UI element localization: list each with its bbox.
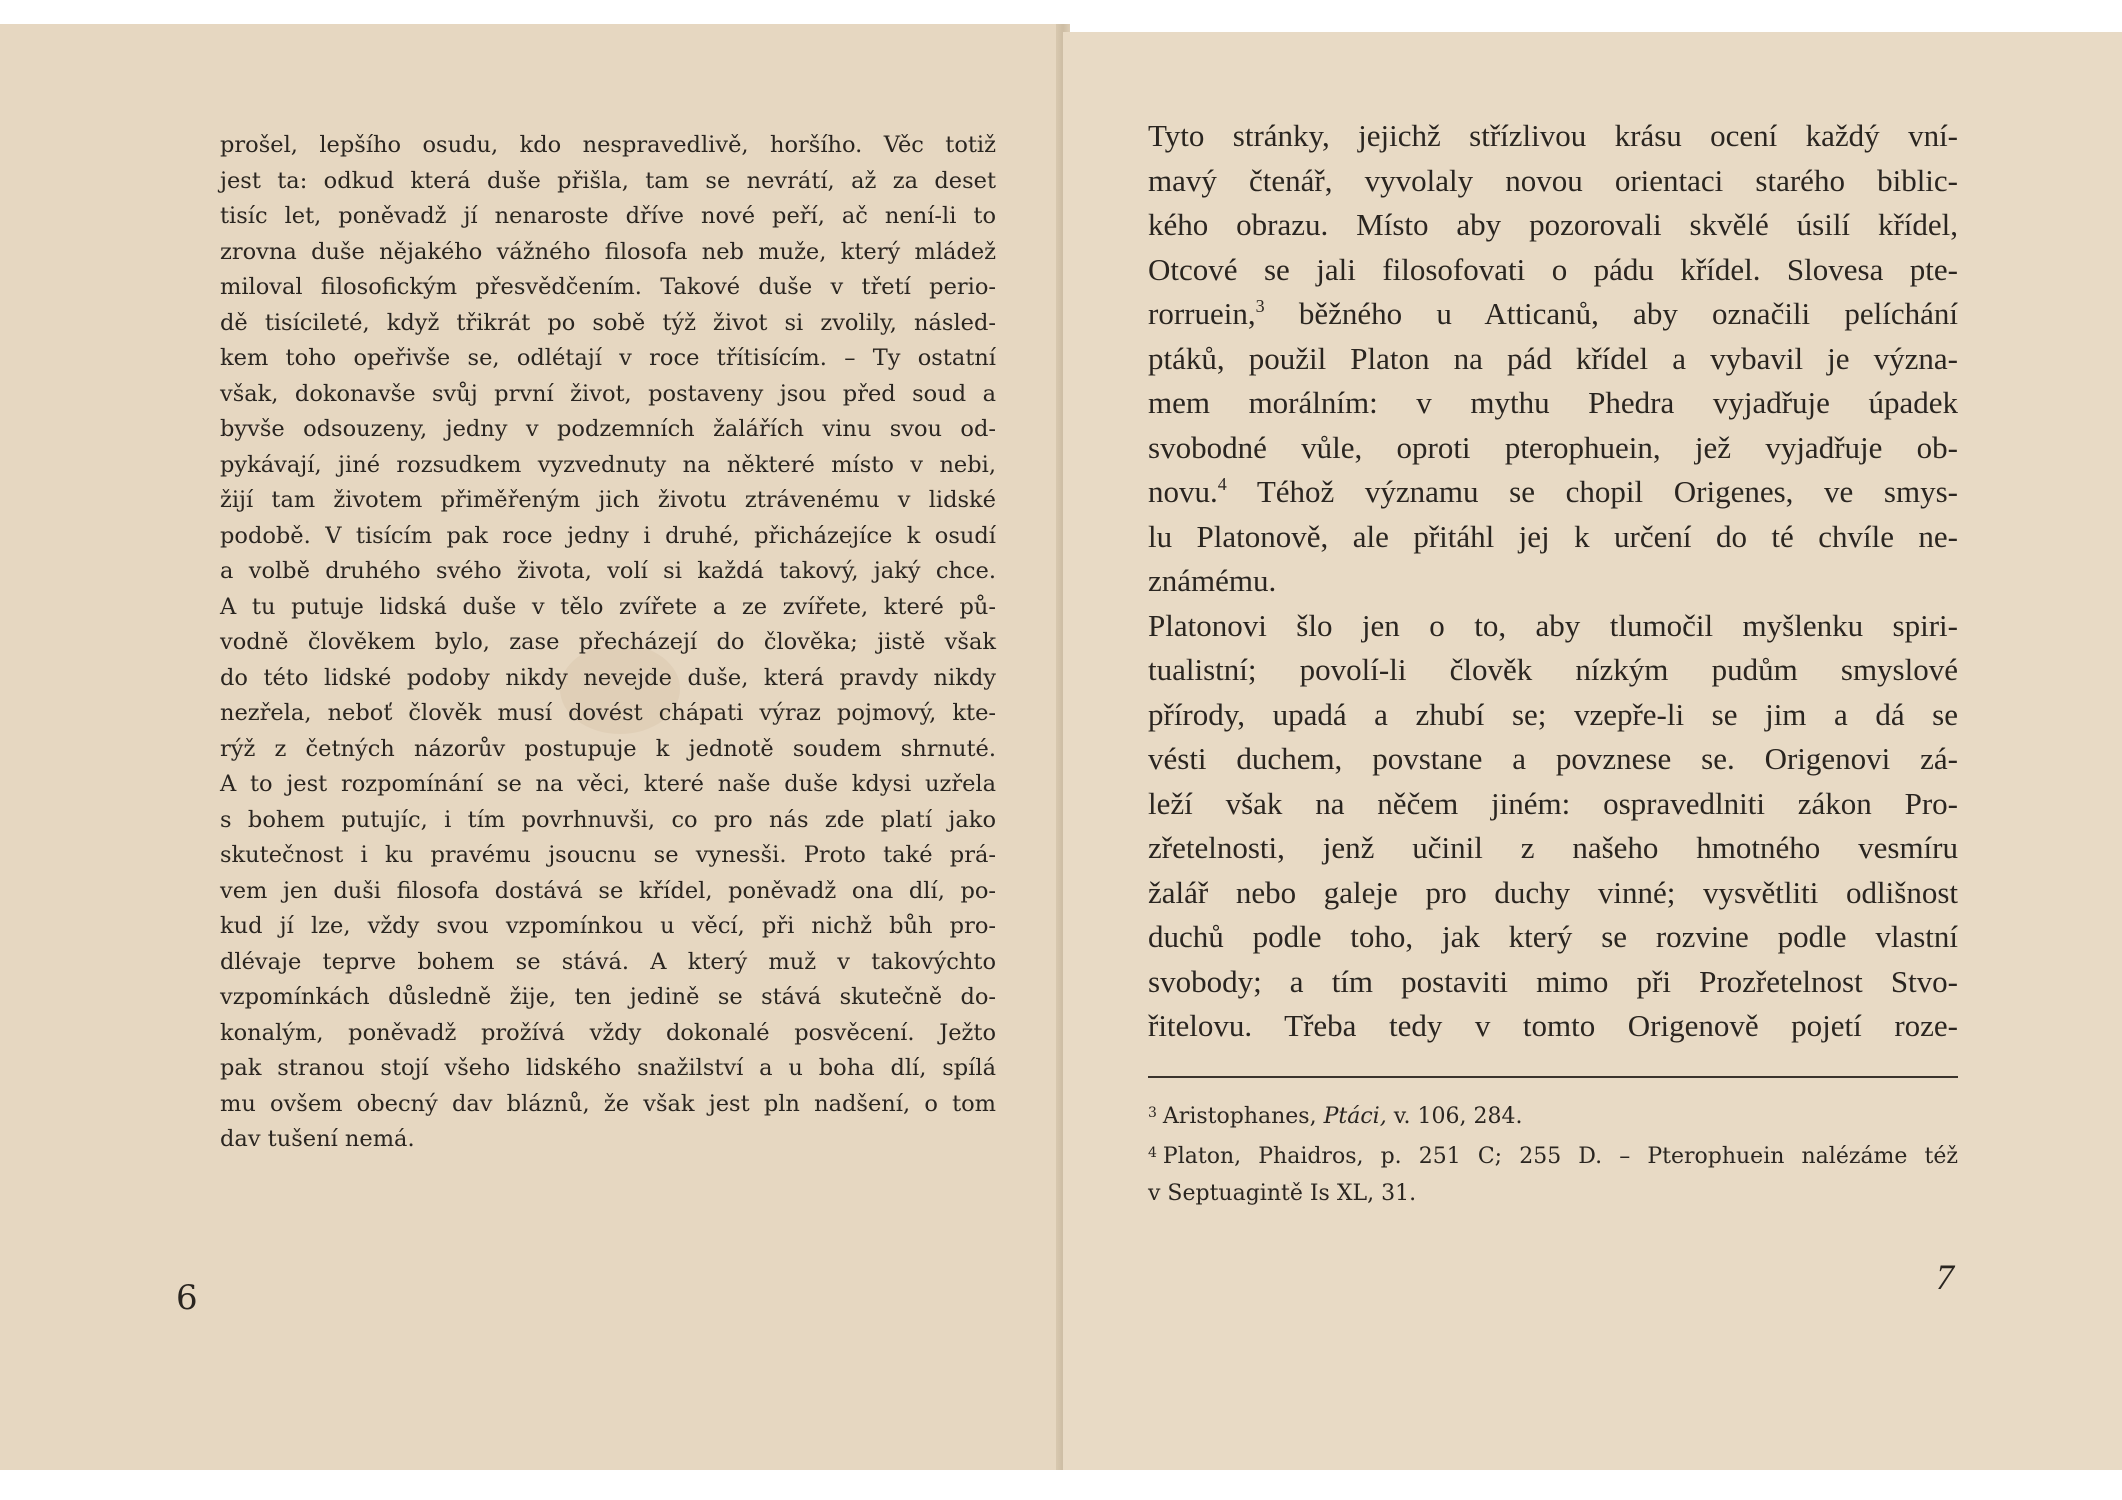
left-page-body [220,128,996,1158]
footnote-4 [1148,1135,1958,1175]
right-page [1063,32,2122,1470]
text-line: prošel, lepšího osudu, kdo nespravedlivě, horšího. Věc totiž [220,132,996,158]
text-line: dě tisícileté, když třikrát po sobě týž život si zvolily, násled- [220,309,996,336]
text-line-with-note [1148,292,1958,337]
text-line: dlévaje teprve bohem se stává. A který muž v takovýchto [220,948,996,975]
text-line: řitelovu. Třeba tedy v tomto Origenově pojetí roze- [1148,1008,1958,1043]
right-page-body [1148,114,1958,1049]
text-line: miloval filosofickým přesvědčením. Takové duše v třetí perio- [220,274,996,300]
left-page [0,24,1062,1470]
page-number: 7 [1936,1257,1954,1297]
text-line: A tu putuje lidská duše v tělo zvířete a ze zvířete, které pů- [220,593,996,620]
footnotes [1148,1095,1958,1212]
footnote-text: Aristophanes, [1162,1104,1324,1129]
page-number: 6 [176,1278,198,1318]
footnote-text: v. 106, 284. [1386,1104,1523,1129]
text-line: však, dokonavše svůj první život, postaveny jsou před soud a [220,380,996,407]
text-line: pykávají, jiné rozsudkem vyzvednuty na některé místo v nebi, [220,451,996,478]
text-line-with-note [1148,470,1958,515]
text-line: rýž z četných názorův postupuje k jednotě soudem shrnuté. [220,735,996,762]
text-line: vésti duchem, povstane a povznese se. Origenovi zá- [1148,741,1958,776]
text-line: vodně člověkem bylo, zase přecházejí do člověka; jistě však [220,629,996,655]
text-line: skutečnost i ku pravému jsoucnu se vynesši. Proto také prá- [220,842,996,868]
footnote-divider [1148,1076,1958,1078]
text-line: konalým, poněvadž prožívá vždy dokonalé posvěcení. Ježto [220,1019,996,1046]
text-line: tisíc let, poněvadž jí nenaroste dříve nové peří, ač není-li to [220,203,996,229]
text-line: s bohem putujíc, i tím povrhnuvši, co pro nás zde platí jako [220,806,996,833]
footnote-mark: 3 [1148,1105,1157,1121]
text-fragment: běžného u Atticanů, aby označili pelíchání [1298,296,1959,331]
text-line: zrovna duše nějakého vážného filosofa neb muže, který mládež [220,238,996,265]
text-line: známému. [1148,563,1277,598]
text-fragment: rorruein, [1148,296,1256,331]
text-line: dav tušení nemá. [220,1126,415,1152]
text-line: přírody, upadá a zhubí se; vzepře-li se jim a dá se [1148,696,1958,732]
footnote-3 [1148,1095,1958,1135]
text-line: kého obrazu. Místo aby pozorovali skvělé úsilí křídel, [1148,207,1958,242]
text-line: svobodné vůle, oproti pterophuein, jež vyjadřuje ob- [1148,429,1958,465]
text-line: a volbě druhého svého života, volí si každá takový, jaký chce. [220,558,996,584]
footnote-reference: 3 [1255,296,1265,316]
footnote-title: Ptáci, [1323,1104,1387,1129]
text-line: mavý čtenář, vyvolaly novou orientaci starého biblic- [1148,162,1958,198]
text-line: zřetelnosti, jenž učinil z našeho hmotného vesmíru [1148,830,1958,865]
text-line: vzpomínkách důsledně žije, ten jedině se stává skutečně do- [220,984,996,1010]
text-line: žalář nebo galeje pro duchy vinné; vysvětliti odlišnost [1148,874,1958,910]
footnote-text: Platon, Phaidros, p. 251 C; 255 D. – Pterophuein nalézáme též [1162,1144,1958,1169]
text-line: Tyto stránky, jejichž střízlivou krásu ocení každý vní- [1148,118,1958,153]
text-line: svobody; a tím postaviti mimo při Prozřetelnost Stvo- [1148,963,1958,999]
text-line: podobě. V tisícím pak roce jedny i druhé, přicházejíce k osudí [220,522,996,549]
text-line: ptáků, použil Platon na pád křídel a vybavil je význa- [1148,340,1958,376]
text-line: Platonovi šlo jen o to, aby tlumočil myšlenku spiri- [1148,607,1958,643]
text-line: do této lidské podoby nikdy nevejde duše, která pravdy nikdy [220,664,996,691]
text-line: kud jí lze, vždy svou vzpomínkou u věcí, při nichž bůh pro- [220,913,996,939]
text-line: kem toho opeřivše se, odlétají v roce třítisícím. – Ty ostatní [220,345,996,371]
text-line: duchů podle toho, jak který se rozvine podle vlastní [1148,919,1958,954]
text-line: leží však na něčem jiném: ospravedlniti zákon Pro- [1148,785,1958,821]
footnote-mark: 4 [1148,1145,1157,1161]
text-line: byvše odsouzeny, jedny v podzemních žalářích vinu svou od- [220,416,996,442]
text-line: nezřela, neboť člověk musí dovést chápati výraz pojmový, kte- [220,700,996,726]
footnote-4-continuation: v Septuagintě Is XL, 31. [1148,1181,1417,1206]
footnote-reference: 4 [1217,474,1227,494]
text-fragment: Téhož významu se chopil Origenes, ve smys- [1256,474,1958,509]
text-line: Otcové se jali filosofovati o pádu křídel. Slovesa pte- [1148,251,1958,287]
text-line: A to jest rozpomínání se na věci, které naše duše kdysi uzřela [220,771,996,797]
text-line: pak stranou stojí všeho lidského snažilství a u boha dlí, spílá [220,1055,996,1081]
text-line: tualistní; povolí-li člověk nízkým pudům smyslové [1148,652,1958,687]
text-fragment: novu. [1148,474,1218,509]
text-line: žijí tam životem přiměřeným jich životu ztrávenému v lidské [220,487,996,513]
text-line: jest ta: odkud která duše přišla, tam se nevrátí, až za deset [220,167,996,194]
text-line: lu Platonově, ale přitáhl jej k určení do té chvíle ne- [1148,518,1958,554]
text-line: vem jen duši filosofa dostává se křídel, poněvadž ona dlí, po- [220,877,996,904]
text-line: mu ovšem obecný dav bláznů, že však jest pln nadšení, o tom [220,1090,996,1117]
text-line: mem morálním: v mythu Phedra vyjadřuje úpadek [1148,385,1958,420]
